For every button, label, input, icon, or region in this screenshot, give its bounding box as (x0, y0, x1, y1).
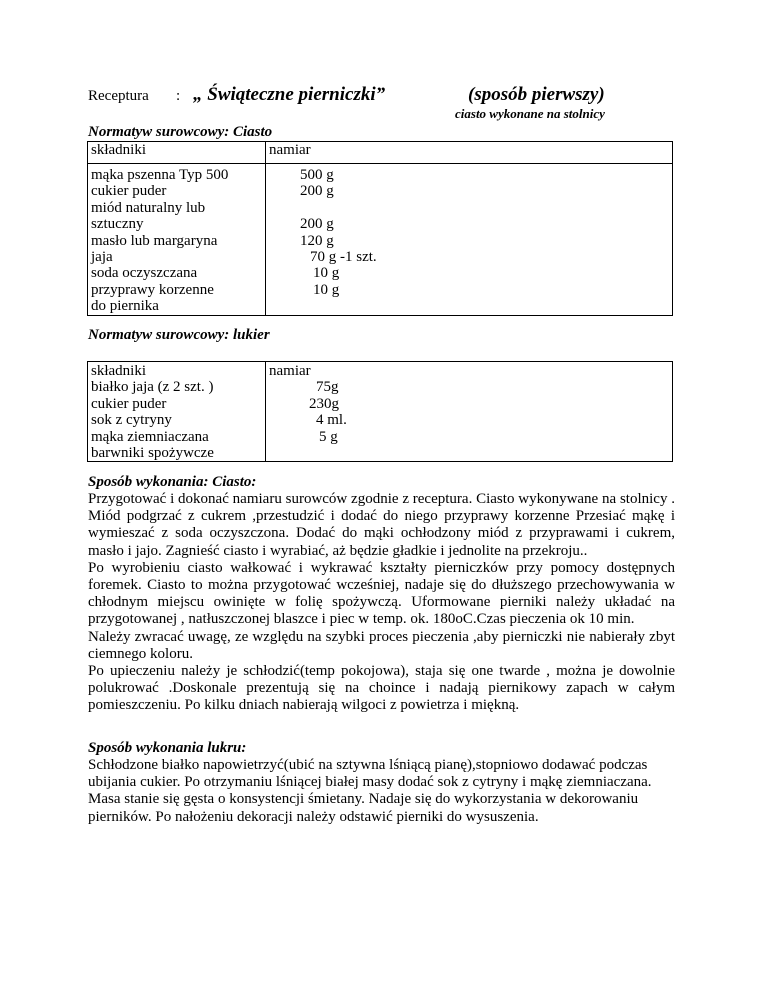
amount-item: 75g (316, 379, 339, 396)
icing-amounts (266, 362, 673, 462)
dough-col-ingredients: składniki (88, 142, 266, 164)
ingredient-item: cukier puder (91, 183, 167, 200)
ingredient-item: sztuczny (91, 216, 144, 233)
recipe-variant: (sposób pierwszy) (468, 84, 605, 105)
method-icing-text (88, 757, 675, 826)
amount-item: 230g (309, 395, 339, 412)
method-paragraph: Przygotować i dokonać namiaru surowców zgodnie z receptura. Ciasto wykonywane na stolnicy . Miód podgrzać z cukrem ,przestudzić i dodać do niego przyprawy korzenne Przesiać mąkę i wymieszać z soda oczyszczona. Dodać do mąki ochłodzony miód z przyprawami i cukrem, masło i jajo. Zagnieść ciasto i wyrabiać, aż będzie gładkie i jednolite na przekroju.. (88, 491, 675, 559)
recipe-title: „ Świąteczne pierniczki” (193, 84, 386, 105)
icing-col-amount: namiar (269, 363, 311, 379)
ingredient-item: sok z cytryny (91, 412, 172, 429)
amount-item: 70 g -1 szt. (310, 249, 377, 266)
amount-item: 4 ml. (316, 412, 347, 429)
dough-table (87, 141, 673, 316)
method-paragraph: Po wyrobieniu ciasto wałkować i wykrawać kształty pierniczków przy pomocy dostępnych foremek. Ciasto to można przygotować wcześniej, nadaje się do dłuższego przechowywania w chłodnym miejscu owinięte w folię spożywczą. Uformowane pierniki należy układać na przygotowanej , natłuszczonej blaszce i piec w temp. ok. 180oC.Czas pieczenia ok 10 min. (88, 559, 675, 628)
amount-item: 200 g (300, 216, 334, 233)
dough-section-title: Normatyw surowcowy: Ciasto (88, 124, 273, 140)
method-paragraph: Schłodzone białko napowietrzyć(ubić na sztywna lśniącą pianę),stopniowo dodawać podczas ubijania cukier. Po otrzymaniu lśniącej białej masy dodać sok z cytryny i mąkę ziemniaczana. Masa stanie się gęsta o konsystencji śmietany. Nadaje się do wykorzystania w dekorowaniu pierników. Po nałożeniu dekoracji należy odstawić pierniki do wysuszenia. (88, 757, 652, 825)
icing-table (87, 361, 673, 462)
method-paragraph: Należy zwracać uwagę, ze względu na szybki proces pieczenia ,aby pierniczki nie nabierały zbyt ciemnego koloru. (88, 628, 675, 662)
ingredient-item: miód naturalny lub (91, 199, 206, 216)
recipe-note: ciasto wykonane na stolnicy (455, 106, 605, 121)
recipe-label: Receptura (88, 88, 149, 104)
ingredient-item: barwniki spożywcze (91, 445, 214, 462)
dough-amounts (266, 164, 673, 316)
ingredient-item: jaja (91, 249, 113, 266)
method-dough-text (88, 491, 675, 715)
icing-ingredients (88, 362, 266, 462)
icing-col-ingredients: składniki (91, 363, 146, 379)
ingredient-item: do piernika (91, 298, 159, 315)
amount-item: 200 g (300, 183, 334, 200)
amount-item: 5 g (319, 428, 338, 445)
ingredient-item: mąka pszenna Typ 500 (91, 167, 229, 183)
method-icing-heading: Sposób wykonania lukru: (88, 740, 247, 756)
ingredient-item: przyprawy korzenne (91, 281, 214, 298)
icing-section-title: Normatyw surowcowy: lukier (88, 327, 270, 343)
ingredient-item: cukier puder (91, 395, 167, 412)
amount-item: 120 g (300, 232, 334, 249)
amount-item (300, 200, 672, 216)
ingredient-item: mąka ziemniaczana (91, 428, 209, 445)
ingredient-item: soda oczyszczana (91, 265, 198, 282)
method-dough-heading: Sposób wykonania: Ciasto: (88, 474, 257, 490)
amount-item: 10 g (313, 265, 340, 282)
amount-item: 500 g (300, 167, 334, 183)
ingredient-item: masło lub margaryna (91, 232, 218, 249)
amount-item: 10 g (313, 281, 340, 298)
ingredient-item: białko jaja (z 2 szt. ) (91, 379, 214, 396)
method-paragraph: Po upieczeniu należy je schłodzić(temp pokojowa), staja się one twarde , można je dowolnie polukrować .Doskonale prezentują się na choince i nadają piernikowy zapach w całym pomieszczeniu. Po kilku dniach nabierają wilgoci z powietrza i miękną. (88, 663, 675, 714)
dough-ingredients (88, 164, 266, 316)
recipe-colon: : (176, 88, 181, 104)
dough-col-amount: namiar (266, 142, 673, 164)
